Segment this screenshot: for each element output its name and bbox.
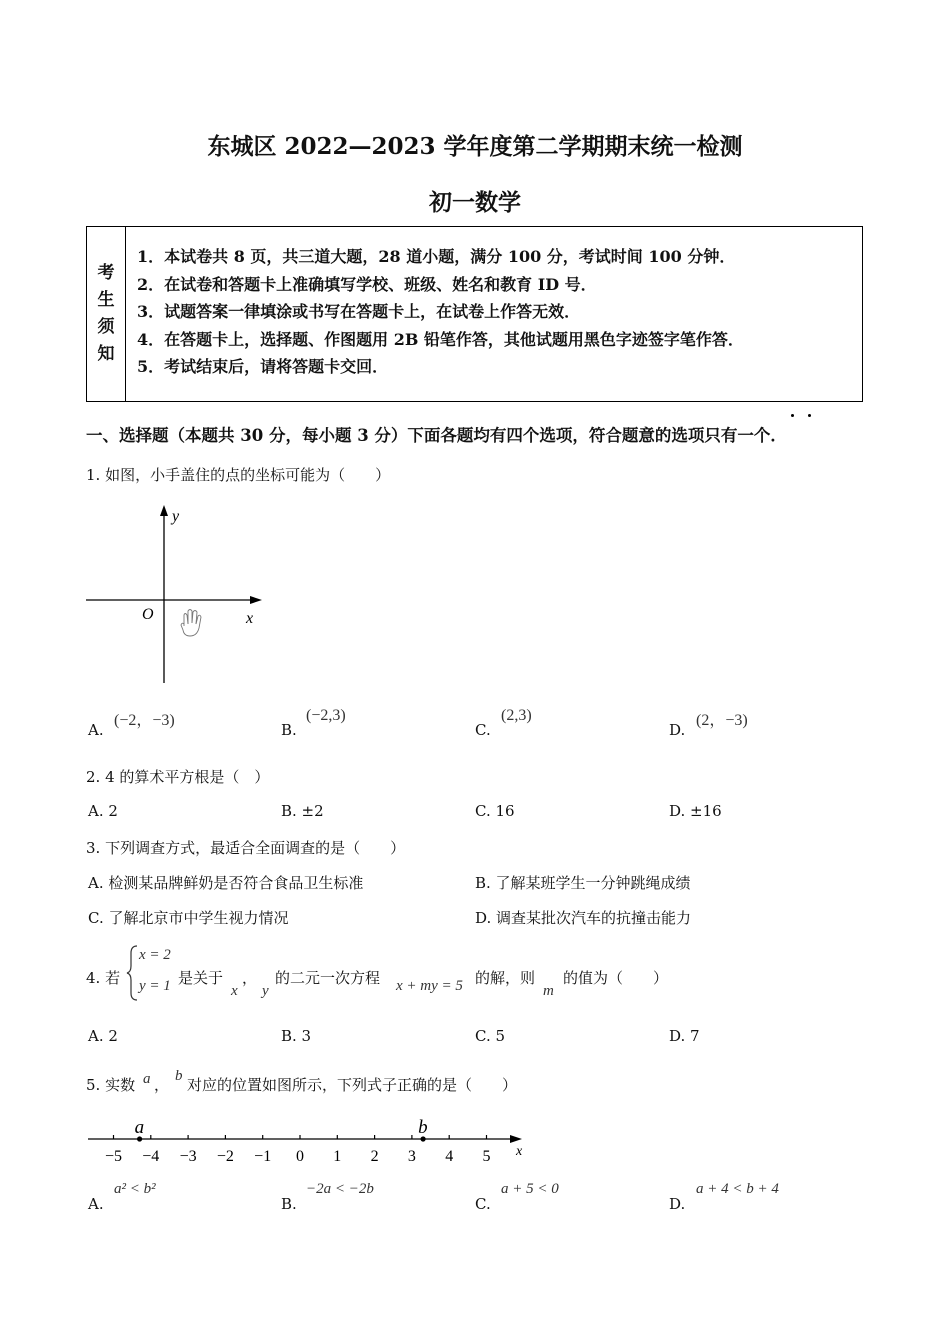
variable-a: a bbox=[143, 1071, 151, 1087]
q2-option-c: C. 16 bbox=[475, 802, 515, 820]
notice-item: 2．在试卷和答题卡上准确填写学校、班级、姓名和教育 ID 号． bbox=[137, 274, 597, 294]
notice-item: 1．本试卷共 8 页，共三道大题，28 道小题，满分 100 分，考试时间 100 分钟． bbox=[137, 247, 736, 266]
number-line-arrow bbox=[510, 1135, 522, 1143]
notice-item: 4．在答题卡上，选择题、作图题用 2B 铅笔作答，其他试题用黑色字迹签字笔作答． bbox=[137, 329, 744, 349]
x-axis-label: x bbox=[246, 610, 254, 627]
system-brace bbox=[125, 944, 139, 1002]
exam-notice-box bbox=[86, 226, 863, 402]
equation: x + my = 5 bbox=[396, 978, 463, 994]
point-b-label: b bbox=[418, 1117, 428, 1138]
emphasis-dot bbox=[791, 414, 794, 417]
q1-option-c-letter: C. bbox=[475, 721, 491, 739]
q5-option-c-letter: C. bbox=[475, 1195, 491, 1213]
system-equation-2: y = 1 bbox=[139, 978, 171, 994]
question-5-text: 对应的位置如图所示，下列式子正确的是（ ） bbox=[187, 1076, 518, 1094]
q5-option-b-letter: B. bbox=[281, 1195, 297, 1213]
emphasis-dot bbox=[808, 414, 811, 417]
q1-option-b-value: (−2,3) bbox=[306, 707, 346, 724]
tick-label: 1 bbox=[333, 1148, 342, 1165]
q5-option-b-value: −2a < −2b bbox=[306, 1181, 374, 1197]
variable-m: m bbox=[543, 983, 554, 999]
q2-option-b: B. ±2 bbox=[281, 802, 324, 820]
variable-x: x bbox=[231, 983, 238, 999]
q5-option-a-letter: A. bbox=[88, 1195, 104, 1213]
q1-option-a-value: (−2，−3) bbox=[114, 712, 175, 729]
question-4-comma: ， bbox=[242, 969, 258, 987]
tick-label: 3 bbox=[407, 1148, 416, 1165]
tick-label: 0 bbox=[296, 1148, 304, 1165]
q1-option-d-letter: D. bbox=[669, 721, 686, 739]
origin-label: O bbox=[142, 606, 154, 623]
notice-label-char: 生 bbox=[97, 290, 115, 310]
q5-option-c-value: a + 5 < 0 bbox=[501, 1181, 559, 1197]
hand-icon bbox=[181, 610, 201, 637]
point-a-label: a bbox=[134, 1117, 145, 1138]
q5-option-a-value: a² < b² bbox=[114, 1181, 156, 1197]
notice-label-char: 知 bbox=[97, 344, 115, 364]
question-4-prefix: 4. 若 bbox=[86, 969, 121, 987]
q4-option-a: A. 2 bbox=[88, 1027, 118, 1045]
tick-label: 5 bbox=[482, 1148, 491, 1165]
notice-item: 5．考试结束后，请将答题卡交回． bbox=[137, 357, 389, 376]
notice-list bbox=[137, 243, 744, 381]
q1-option-a-letter: A. bbox=[88, 721, 104, 739]
number-line-axis-label: x bbox=[516, 1144, 523, 1159]
number-line-figure bbox=[84, 1115, 534, 1167]
y-axis-label: y bbox=[172, 508, 180, 525]
q1-option-d-value: (2，−3) bbox=[696, 712, 748, 729]
y-axis-arrow bbox=[160, 505, 168, 516]
q2-option-d: D. ±16 bbox=[669, 802, 722, 820]
q3-option-b: B. 了解某班学生一分钟跳绳成绩 bbox=[475, 874, 691, 892]
tick-label: −4 bbox=[142, 1148, 160, 1165]
q3-option-a: A. 检测某品牌鲜奶是否符合食品卫生标准 bbox=[88, 874, 364, 892]
system-equation-1: x = 2 bbox=[139, 947, 171, 963]
q5-option-d-value: a + 4 < b + 4 bbox=[696, 1181, 779, 1197]
question-2-stem: 2. 4 的算术平方根是（ ） bbox=[86, 768, 270, 786]
q4-option-c: C. 5 bbox=[475, 1027, 506, 1045]
q1-option-b-letter: B. bbox=[281, 721, 297, 739]
x-axis-arrow bbox=[250, 596, 262, 604]
tick-label: −5 bbox=[104, 1148, 123, 1165]
tick-label: −2 bbox=[216, 1148, 234, 1165]
question-5-text: ， bbox=[154, 1076, 170, 1094]
page-subtitle: 初一数学 bbox=[429, 189, 521, 216]
q5-option-d-letter: D. bbox=[669, 1195, 686, 1213]
q3-option-c: C. 了解北京市中学生视力情况 bbox=[88, 909, 289, 927]
q3-option-d: D. 调查某批次汽车的抗撞击能力 bbox=[475, 909, 692, 927]
tick-label: −1 bbox=[254, 1148, 272, 1165]
section-heading: 一、选择题（本题共 30 分，每小题 3 分）下面各题均有四个选项，符合题意的选项只有一个． bbox=[86, 426, 787, 445]
q4-option-d: D. 7 bbox=[669, 1027, 700, 1045]
q2-option-a: A. 2 bbox=[88, 802, 118, 820]
q4-option-b: B. 3 bbox=[281, 1027, 312, 1045]
page-title: 东城区 2022—2023 学年度第二学期期末统一检测 bbox=[207, 133, 743, 160]
question-5-text: 5. 实数 bbox=[86, 1076, 136, 1094]
question-4-text: 的解，则 bbox=[475, 969, 536, 987]
q1-option-c-value: (2,3) bbox=[501, 707, 532, 724]
tick-label: −3 bbox=[179, 1148, 197, 1165]
tick-label: 4 bbox=[445, 1148, 454, 1165]
q1-coordinate-figure bbox=[84, 503, 274, 688]
notice-label bbox=[87, 227, 126, 401]
variable-y: y bbox=[262, 983, 269, 999]
variable-b: b bbox=[175, 1068, 183, 1084]
notice-label-char: 考 bbox=[97, 263, 115, 283]
question-4-text: 是关于 bbox=[178, 969, 224, 987]
question-4-text: 的二元一次方程 bbox=[275, 969, 381, 987]
tick-label: 2 bbox=[370, 1148, 379, 1165]
question-4-text: 的值为（ ） bbox=[563, 969, 669, 987]
notice-label-char: 须 bbox=[97, 317, 115, 337]
question-3-stem: 3. 下列调查方式，最适合全面调查的是（ ） bbox=[86, 839, 406, 857]
question-1-stem: 1. 如图，小手盖住的点的坐标可能为（ ） bbox=[86, 466, 391, 484]
notice-item: 3．试题答案一律填涂或书写在答题卡上，在试卷上作答无效． bbox=[137, 302, 581, 321]
